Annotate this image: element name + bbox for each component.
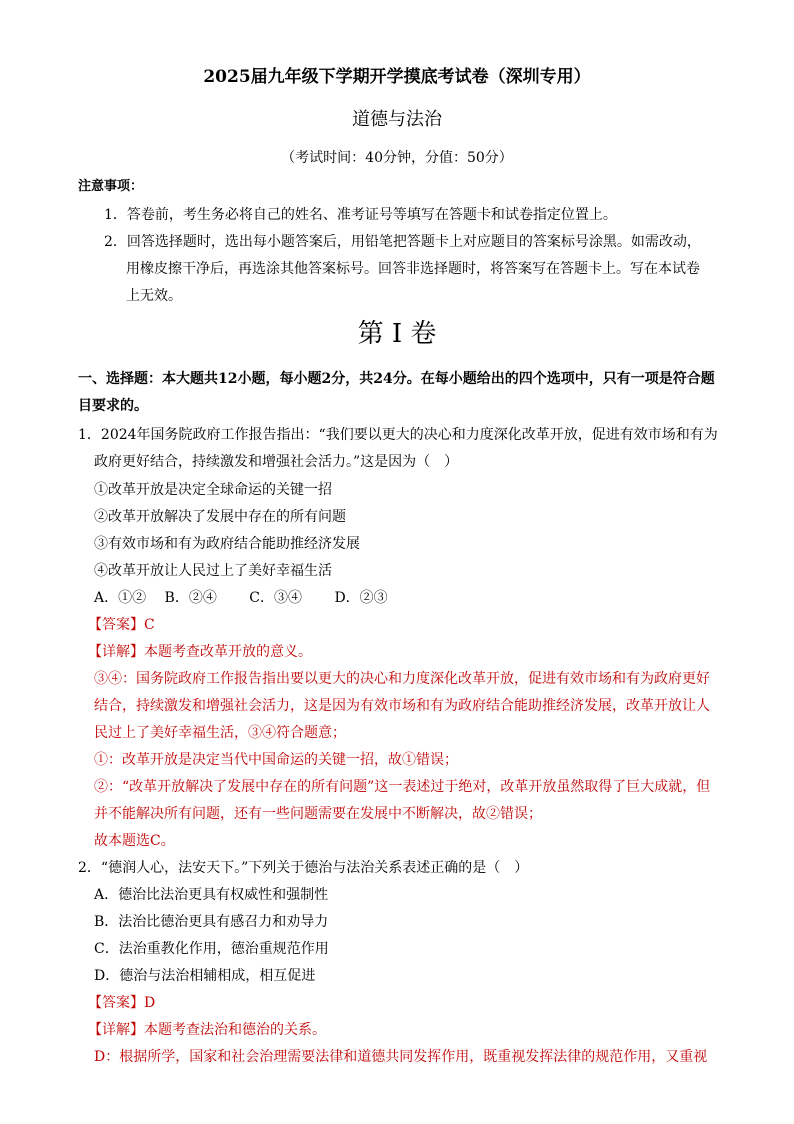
q2-option-b: B．法治比德治更具有感召力和劝导力 <box>94 914 329 930</box>
notice-item-2-line3: 上无效。 <box>126 288 182 304</box>
q1-explanation-1-line3: 民过上了美好幸福生活，③④符合题意； <box>94 725 346 741</box>
q1-option-1: ①改革开放是决定全球命运的关键一招 <box>94 482 332 498</box>
detail-text: 本题考查法治和德治的关系。 <box>144 1022 326 1038</box>
notice-heading: 注意事项： <box>78 179 144 194</box>
q1-conclusion: 故本题选C。 <box>94 833 175 849</box>
answer-value: D <box>144 995 156 1011</box>
q2-option-d: D．德治与法治相辅相成，相互促进 <box>94 968 316 984</box>
notice-item-1: 1．答卷前，考生务必将自己的姓名、准考证号等填写在答题卡和试卷指定位置上。 <box>104 207 617 223</box>
detail-tag: 【详解】 <box>88 644 144 660</box>
q1-stem-line2: 政府更好结合，持续激发和增强社会活力。”这是因为（ ） <box>94 454 459 470</box>
q2-option-a: A．德治比法治更具有权威性和强制性 <box>94 887 329 903</box>
answer-tag: 【答案】 <box>88 617 144 633</box>
q2-option-c: C．法治重教化作用，德治重规范作用 <box>94 941 329 957</box>
q1-option-2: ②改革开放解决了发展中存在的所有问题 <box>94 509 346 525</box>
q1-explanation-3-line1: ②：“改革开放解决了发展中存在的所有问题”这一表述过于绝对，改革开放虽然取得了巨大成就，但 <box>94 779 711 795</box>
exam-title: 2025届九年级下学期开学摸底考试卷（深圳专用） <box>203 67 591 87</box>
part1-heading-line2: 目要求的。 <box>78 398 148 414</box>
q1-answer <box>88 615 155 635</box>
answer-value: C <box>144 617 155 633</box>
section-title: 第 I 卷 <box>357 319 437 349</box>
q2-explanation-1: D：根据所学，国家和社会治理需要法律和道德共同发挥作用，既重视发挥法律的规范作用，又重视 <box>94 1049 708 1065</box>
q1-explanation-3-line2: 并不能解决所有问题，还有一些问题需要在发展中不断解决，故②错误； <box>94 806 542 822</box>
q1-choices: A．①② B．②④ C．③④ D．②③ <box>94 590 388 606</box>
q1-explanation-1-line1: ③④：国务院政府工作报告指出要以更大的决心和力度深化改革开放，促进有效市场和有为政府更好 <box>94 671 710 687</box>
q1-explanation-1-line2: 结合，持续激发和增强社会活力，这是因为有效市场和有为政府结合能助推经济发展，改革开放让人 <box>94 698 710 714</box>
detail-text: 本题考查改革开放的意义。 <box>144 644 312 660</box>
subject-title: 道德与法治 <box>352 109 442 130</box>
q2-stem: 2．“德润人心，法安天下。”下列关于德治与法治关系表述正确的是（ ） <box>78 860 529 876</box>
q2-answer <box>88 993 155 1013</box>
q1-option-4: ④改革开放让人民过上了美好幸福生活 <box>94 563 332 579</box>
answer-tag: 【答案】 <box>88 995 144 1011</box>
q1-detail <box>88 642 312 662</box>
exam-info: （考试时间：40分钟，分值：50分） <box>281 150 513 166</box>
q1-stem-line1: 1．2024年国务院政府工作报告指出：“我们要以更大的决心和力度深化改革开放，促进有效市场和有为 <box>78 427 718 443</box>
q1-option-3: ③有效市场和有为政府结合能助推经济发展 <box>94 536 360 552</box>
notice-item-2-line1: 2．回答选择题时，选出每小题答案后，用铅笔把答题卡上对应题目的答案标号涂黑。如需改动， <box>104 234 701 250</box>
part1-heading-line1: 一、选择题：本大题共12小题，每小题2分，共24分。在每小题给出的四个选项中，只有一项是符合题 <box>78 371 715 387</box>
notice-item-2-line2: 用橡皮擦干净后，再选涂其他答案标号。回答非选择题时，将答案写在答题卡上。写在本试卷 <box>126 261 700 277</box>
q1-explanation-2: ①：改革开放是决定当代中国命运的关键一招，故①错误； <box>94 752 458 768</box>
q2-detail <box>88 1020 326 1040</box>
detail-tag: 【详解】 <box>88 1022 144 1038</box>
